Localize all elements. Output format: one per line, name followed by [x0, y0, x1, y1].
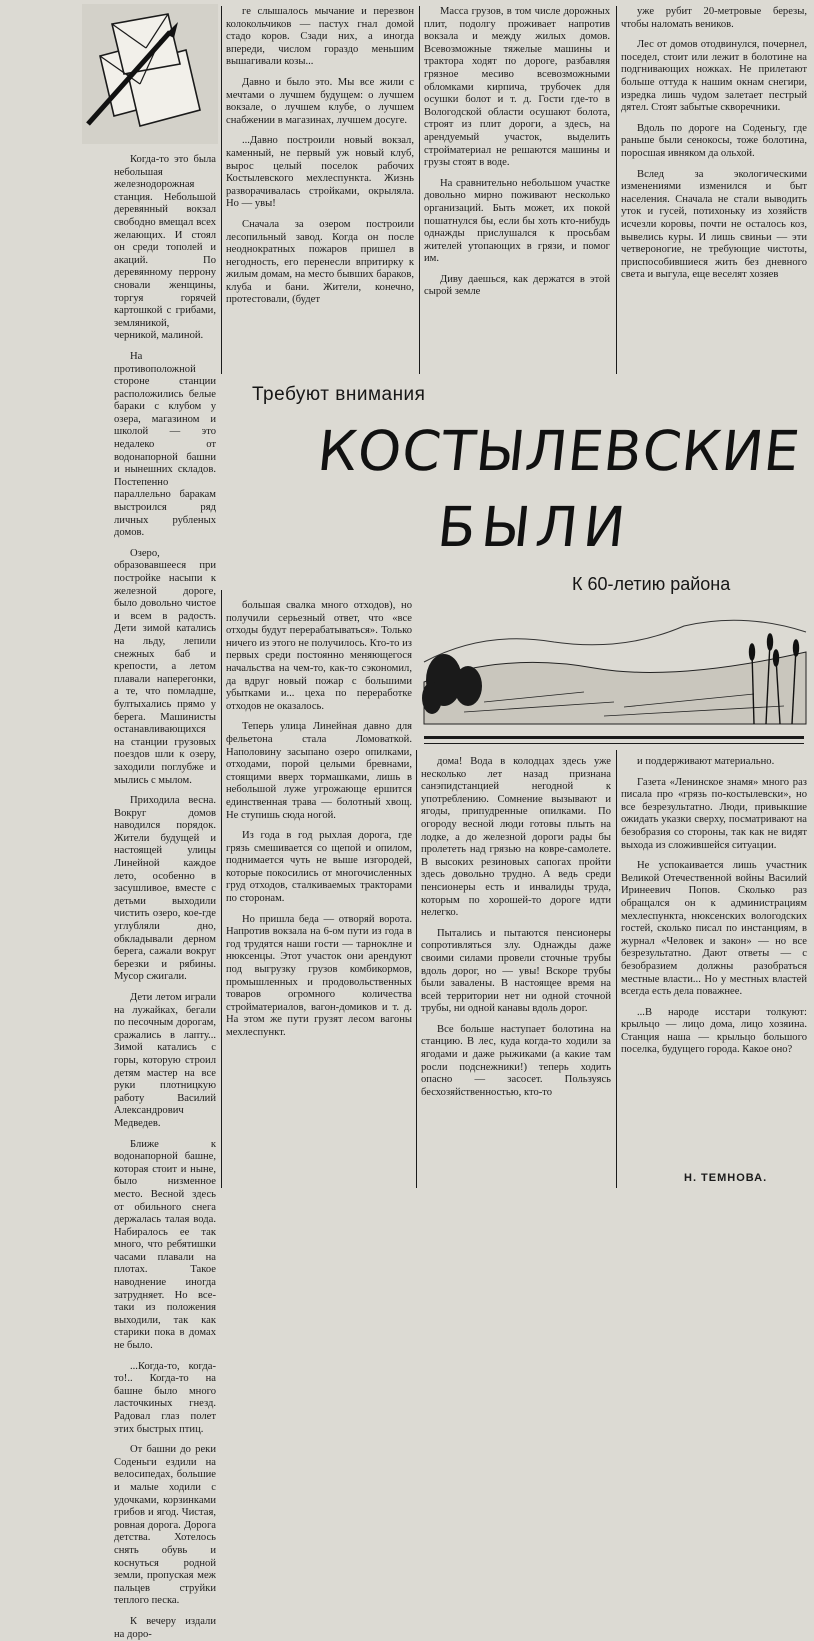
paragraph: Лес от домов отодвинулся, почернел, поседел, стоит или лежит в болотине на подгнивающих ножках. Не прилетают больше оттуда к нашим окнам снегири, изредка лишь чудом залетает пестрый дятел. Стоят забытые скворечники.: [621, 39, 807, 114]
article-column-4-top: [621, 6, 807, 372]
article-column-2-top: [226, 6, 414, 372]
bleed-through-text: [215, 448, 233, 482]
paragraph: Но пришла беда — отворяй ворота. Напротив вокзала на 6-ом пути из года в год трудятся наши гости — тарноклне и нюксенцы. Этот участок они арендуют под выгрузку грузов комбикормов, промышленных и продовольственных товаров огромного количества стройматериалов, вагон-домиков и т. д. На этом же пути грузят лесом вагоны мехлеспункт.: [226, 913, 412, 1038]
paragraph: Вдоль по дороге на Соденьгу, где раньше были сенокосы, тоже болотина, поросшая ивняком да ольхой.: [621, 122, 807, 159]
paragraph: ...Давно построили новый вокзал, каменный, не первый уж новый клуб, вырос целый поселок рабочих Костылевского мехлеспункта. Жизнь разворачивалась стройками, окрыляла. Но — увы!: [226, 135, 414, 210]
separator-rule-thick: [424, 736, 804, 739]
paragraph: Все больше наступает болотина на станцию. В лес, куда когда-то ходили за ягодами и даже рыжиками (а какие там росли подснежники!) теперь ходить опасно — засосет. Пользуясь бесхозяйственностью, кто-то: [421, 1023, 611, 1098]
paragraph: Диву даешься, как держатся в этой сырой земле: [424, 273, 610, 298]
paragraph: Не успокаивается лишь участник Великой Отечественной войны Василий Иринеевич Попов. Сколько раз обращался он к администрациям мехлеспункта, нюксенских вологодских гостей, сколько писал по инстанциям, в журнал «Человек и закон» — но все безрезультатно. Дают ответы — с безобразием должны разобраться местные власти... Но у местных властей всегда есть дела поважнее.: [621, 860, 807, 998]
column-rule-2: [419, 6, 420, 374]
article-column-3-top: [424, 6, 610, 372]
paragraph: уже рубит 20-метровые березы, чтобы наломать веников.: [621, 6, 807, 30]
paragraph: Пытались и пытаются пенсионеры сопротивляться злу. Однажды даже своими силами провели сточные трубы вдоль дорог, но — увы! Вскоре трубы были завалены. В настоящее время на всей территории нет ни одной сточной трубы, ни одной канавы вдоль дорог.: [421, 927, 611, 1015]
rubric-label: Требуют внимания: [252, 384, 426, 405]
paragraph: Озеро, образовавшееся при постройке насыпи к железной дороге, было довольно чистое и всем в радость. Дети зимой катались на льду, лепили снежных баб и крепости, а летом плавали наперегонки, а те, что помладше, бултыхались прямо у берега. Машинисты останавливающихся на станции грузовых поездов шли к озеру, заходили поглубже и мылись с мылом.: [114, 547, 216, 786]
paragraph: ге слышалось мычание и перезвон колокольчиков — пастух гнал домой стадо коров. Сзади них, а иногда впереди, числом гораздо меньшим вышагивали козы...: [226, 6, 414, 68]
paragraph: Сначала за озером построили лесопильный завод. Когда он после неоднократных пожаров пришел в негодность, его перенесли впритирку к жилым домам, на место бывших бараков, клуба и бани. Жители, конечно, протестовали, (будет: [226, 218, 414, 306]
paragraph: Давно и было это. Мы все жили с мечтами о лучшем будущем: о лучшем вокзале, о лучшем клубе, о лучшем снабжении в магазинах, лучшем досуге.: [226, 76, 414, 126]
paragraph: Приходила весна. Вокруг домов наводился порядок. Жители будущей и настоящей улицы Линейной каждое лето, особенно в засушливое, вместе с детьми выходили чистить озеро, кое-где углубляли дно, обкладывали дерном берега, сажали вокруг березки и рябины. Мусор сжигали.: [114, 795, 216, 983]
article-column-4-bottom: [621, 756, 807, 1168]
column-rule-6: [616, 750, 617, 1188]
paragraph: От башни до реки Соденьги ездили на велосипедах, большие и малые ходили с удочками, корзинками грибов и ягод. Чистая, ровная дорога. Дорога детства. Хотелось снять обувь и коснуться родной земли, пропуская меж пальцев струйки теплого песка.: [114, 1444, 216, 1607]
paragraph: На противоположной стороне станции расположились белые бараки с клубом у озера, магазином и школой — это недалеко от водонапорной башни и нынешних складов. Постепенно параллельно баракам выстроился ряд личных рубленых домов.: [114, 350, 216, 539]
paragraph: большая свалка много отходов), но получили серьезный ответ, что «все отходы будут перерабатываться». Только ничего из этого не получилось. Кто-то из первых среди постоянно меняющегося начальства на чем-то, как-то сэкономил, да вдруг новый пожар с большими убытками и... цеха по переработке отходов не оказалось.: [226, 600, 412, 712]
headline-subtitle: К 60-летию района: [572, 574, 731, 594]
paragraph: дома! Вода в колодцах здесь уже несколько лет назад признана санэпидстанцией негодной к употреблению. Сомнение вызывают и ягоды, припудренные опилками. По огороду весной люди готовы плыть на лодке, а до железной дороги рады бы пролететь над грязью на ковре-самолете. В высоких резиновых сапогах пройти здесь довольно трудно. А ведь среди пенсионеры есть и инвалиды труда, которым по хорошей-то дороге идти нелегко.: [421, 756, 611, 919]
headline-line-2: БЫЛИ: [434, 495, 635, 559]
column-rule-1: [221, 6, 222, 374]
paragraph: Газета «Ленинское знамя» много раз писала про «грязь по-костылевски», но все безрезультатно. Люди, привыкшие ожидать указки сверху, посматривают на безобразия со стороны, так как не видят выхода из сложившейся ситуации.: [621, 776, 807, 851]
article-column-3-bottom: [421, 756, 611, 1188]
paragraph: Дети летом играли на лужайках, бегали по песочным дорогам, сражались в лапту... Зимой катались с горы, которую строил детям мастер на все руки плотницкую работу Василий Александрович Медведев.: [114, 992, 216, 1129]
letters-pen-illustration: [82, 4, 218, 144]
paragraph: и поддерживают материально.: [637, 756, 775, 767]
paragraph: Ближе к водонапорной башне, которая стоит и ныне, было низменное место. Весной здесь от обильного снега держалась талая вода. Набиралось ее так много, что ребятишки часами плавали на плотах. Такое наводнение иногда затрудняет. Но все-таки из положения выходили, так как старики пока в домах не было.: [114, 1138, 216, 1352]
paragraph: Вслед за экологическими изменениями изменился и быт населения. Сначала не стали выводить уток и гусей, потихоньку из хозяйств исчезли коровы, почти не осталось коз, вывелись куры. И лишь свиньи — эти четвероногие, не требующие чистоты, приспособившиеся жить без дневного света и выгула, еще веселят хозяев: [621, 168, 807, 281]
paragraph: ...Когда-то, когда-то!.. Когда-то на башне было много ласточкиных гнезд. Радовал глаз полет этих быстрых птиц.: [114, 1360, 216, 1435]
paragraph: ...В народе исстари толкуют: крыльцо — лицо дома, лицо хозяина. Станция наша — крыльцо большого поселка, будущего города. Какое оно?: [621, 1006, 807, 1056]
separator-rule-thin: [424, 743, 804, 744]
column-rule-5: [416, 750, 417, 1188]
paragraph: К вечеру издали на доро-: [114, 1615, 216, 1640]
paragraph: Когда-то это была небольшая железнодорожная станция. Небольшой деревянный вокзал свободно вмещал всех желающих. И стоял он среди тополей и акаций. По деревянному перрону сновали женщины, торгуя горячей картошкой с грибами, земляникой, черникой, малиной.: [114, 154, 216, 342]
column-rule-4: [221, 590, 222, 1188]
paragraph: Теперь улица Линейная давно для фельетона стала Ломоваткой. Наполовину засыпано озеро опилками, отходами, порой целыми бревнами, стоящими вверх тормашками, лишь в небольшой луже угрожающе ершится единственная трава — болотный хвощ. Не ступишь сюда ногой.: [226, 721, 412, 821]
article-column-1: [114, 154, 216, 1640]
paragraph: Масса грузов, в том числе дорожных плит, подолгу проживает напротив вокзала и между жилых домов. Всевозможные тяжелые машины и трактора ходят по дороге, разбавляя грязное месиво всевозможными обломками кирпича, трубочек для осушки болот и т. д. Гости где-то в Вологодской области осушают болота, строят из плит дороги, а здесь, на арендуемый участок, выделить стройматериал не решаются машины и грузы стоят в воде.: [424, 6, 610, 169]
paragraph: Из года в год рыхлая дорога, где грязь смешивается со щепой и опилом, поднимается чуть не выше изгородей, которые покосились от многочисленных груд отходов, сталкиваемых тракторами по сторонам.: [226, 830, 412, 905]
article-column-2-bottom: [226, 600, 412, 1188]
author-signature: Н. ТЕМНОВА.: [684, 1172, 768, 1184]
landscape-illustration: [424, 612, 806, 724]
column-rule-3: [616, 6, 617, 374]
headline-line-1: КОСТЫЛЕВСКИЕ: [314, 419, 804, 483]
paragraph: На сравнительно небольшом участке довольно мирно поживают несколько организаций. Быть может, их покой пошатнулся бы, если бы хоть кто-нибудь однажды прислушался к просьбам жителей утопающих в грязи, и помог им.: [424, 177, 610, 265]
